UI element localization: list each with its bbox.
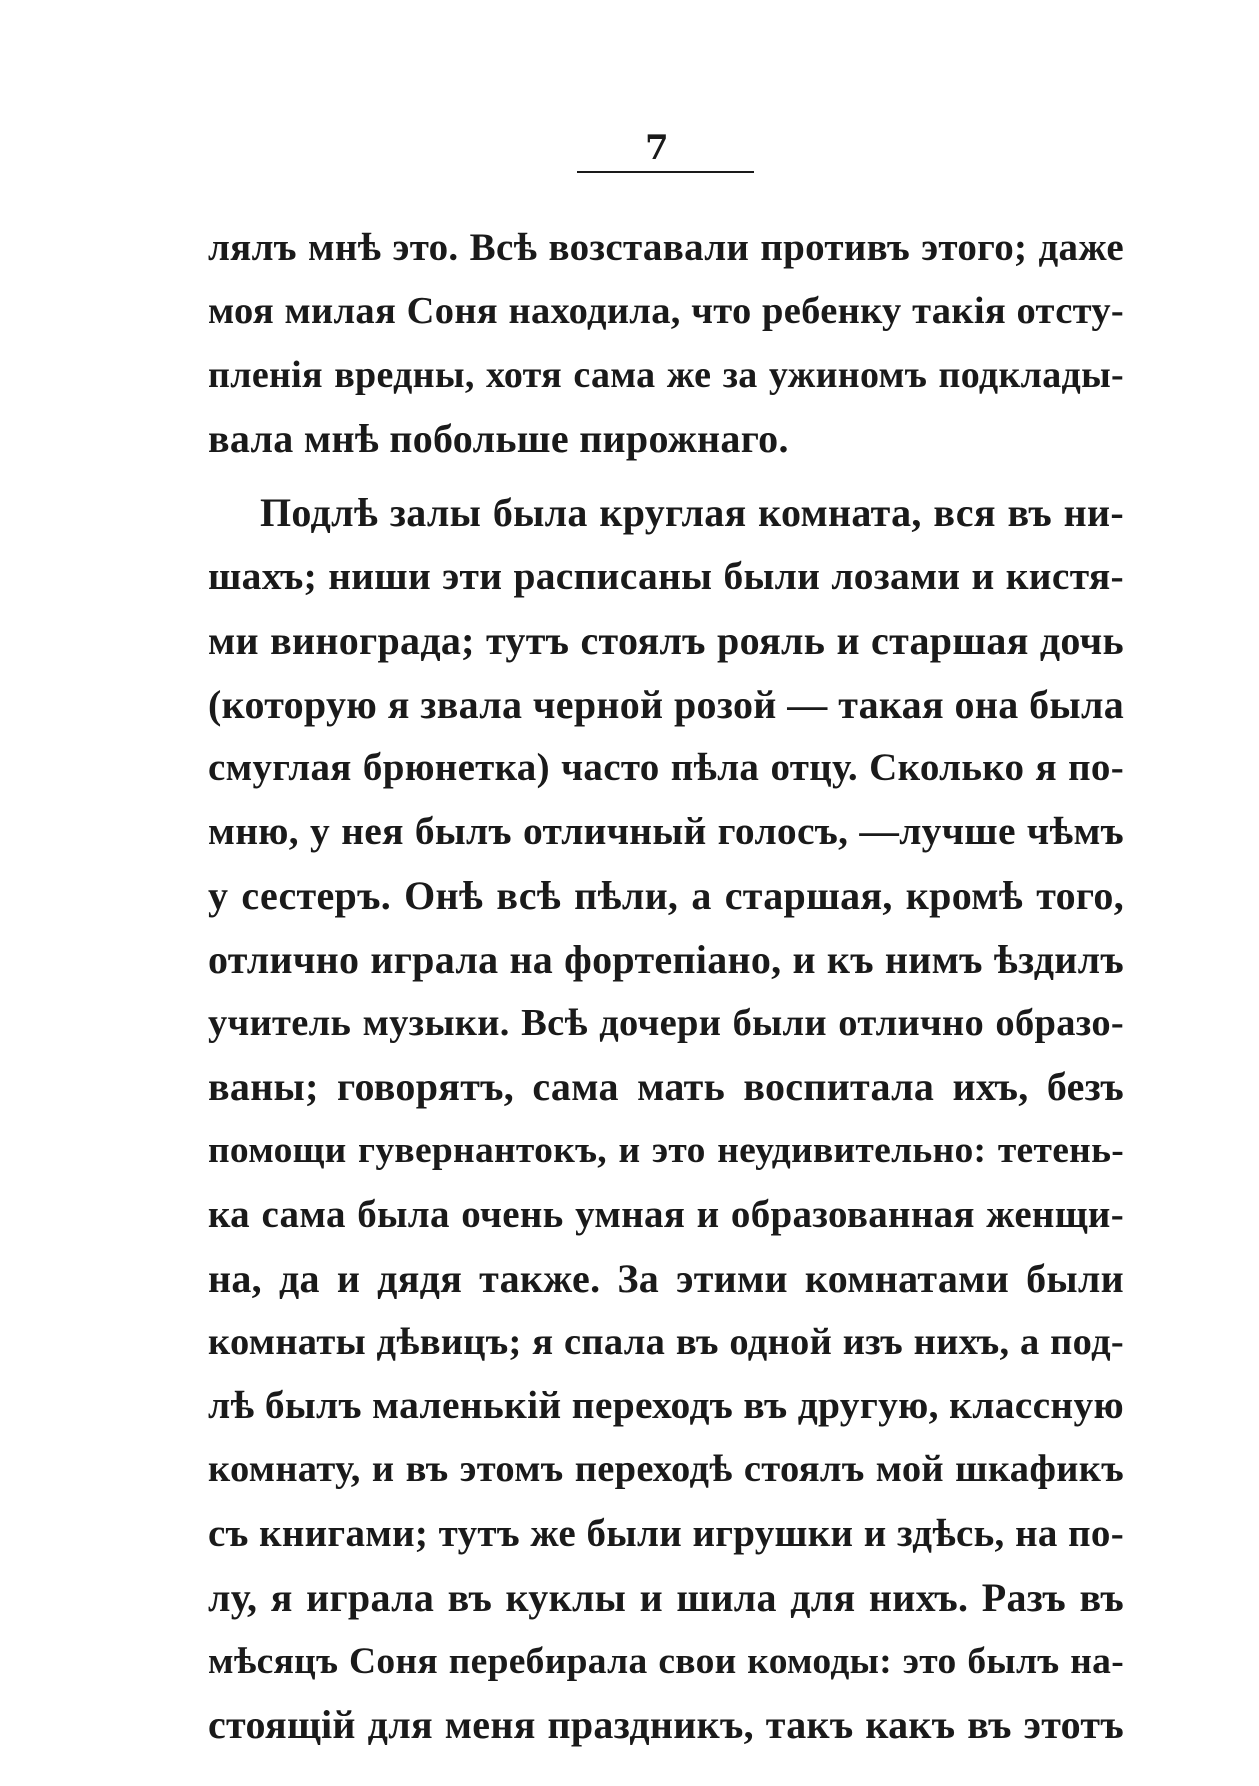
text-line: мѣсяцъ Соня перебирала свои комоды: это былъ на- [208, 1640, 1124, 1682]
page-number: 7 [645, 128, 669, 168]
text-line: отлично играла на фортепіано, и къ нимъ ѣздилъ [208, 936, 1124, 982]
text-line: (которую я звала черной розой — такая она была [208, 681, 1124, 727]
text-line: ми винограда; тутъ стоялъ рояль и старшая дочь [208, 617, 1124, 663]
text-line: вала мнѣ побольше пирожнаго. [208, 416, 789, 462]
text-line: лу, я играла въ куклы и шила для нихъ. Разъ въ [208, 1574, 1124, 1620]
text-line: у сестеръ. Онѣ всѣ пѣли, а старшая, кромѣ того, [208, 872, 1124, 918]
text-line: шахъ; ниши эти расписаны были лозами и кистя- [208, 553, 1124, 598]
text-line: мню, у нея былъ отличный голосъ, —лучше чѣмъ [208, 809, 1124, 854]
header-rule [577, 171, 754, 173]
text-line: лѣ былъ маленькій переходъ въ другую, классную [208, 1383, 1124, 1428]
text-line: помощи гувернантокъ, и это неудивительно: тетень- [208, 1130, 1124, 1172]
text-line: комнаты дѣвицъ; я спала въ одной изъ нихъ, а под- [208, 1320, 1124, 1363]
text-line: съ книгами; тутъ же были игрушки и здѣсь, на по- [208, 1511, 1124, 1555]
text-line: учитель музыки. Всѣ дочери были отлично образо- [208, 1001, 1124, 1044]
text-line: комнату, и въ этомъ переходѣ стоялъ мой шкафикъ [208, 1448, 1124, 1491]
text-line: моя милая Соня находила, что ребенку такія отсту- [208, 289, 1124, 332]
text-line: ваны; говорятъ, сама мать воспитала ихъ, безъ [208, 1064, 1124, 1110]
body-text [208, 216, 1124, 1757]
text-line: смуглая брюнетка) часто пѣла отцу. Сколько я по- [208, 746, 1124, 790]
text-line: на, да и дядя также. За этими комнатами были [208, 1255, 1124, 1301]
text-line: стоящій для меня праздникъ, такъ какъ въ этотъ [208, 1702, 1124, 1748]
text-line: ка сама была очень умная и образованная женщи- [208, 1192, 1124, 1236]
text-line: Подлѣ залы была круглая комната, вся въ ни- [260, 490, 1124, 536]
text-line: лялъ мнѣ это. Всѣ возставали противъ этого; даже [208, 226, 1124, 269]
text-line: пленія вредны, хотя сама же за ужиномъ подклады- [208, 353, 1124, 396]
